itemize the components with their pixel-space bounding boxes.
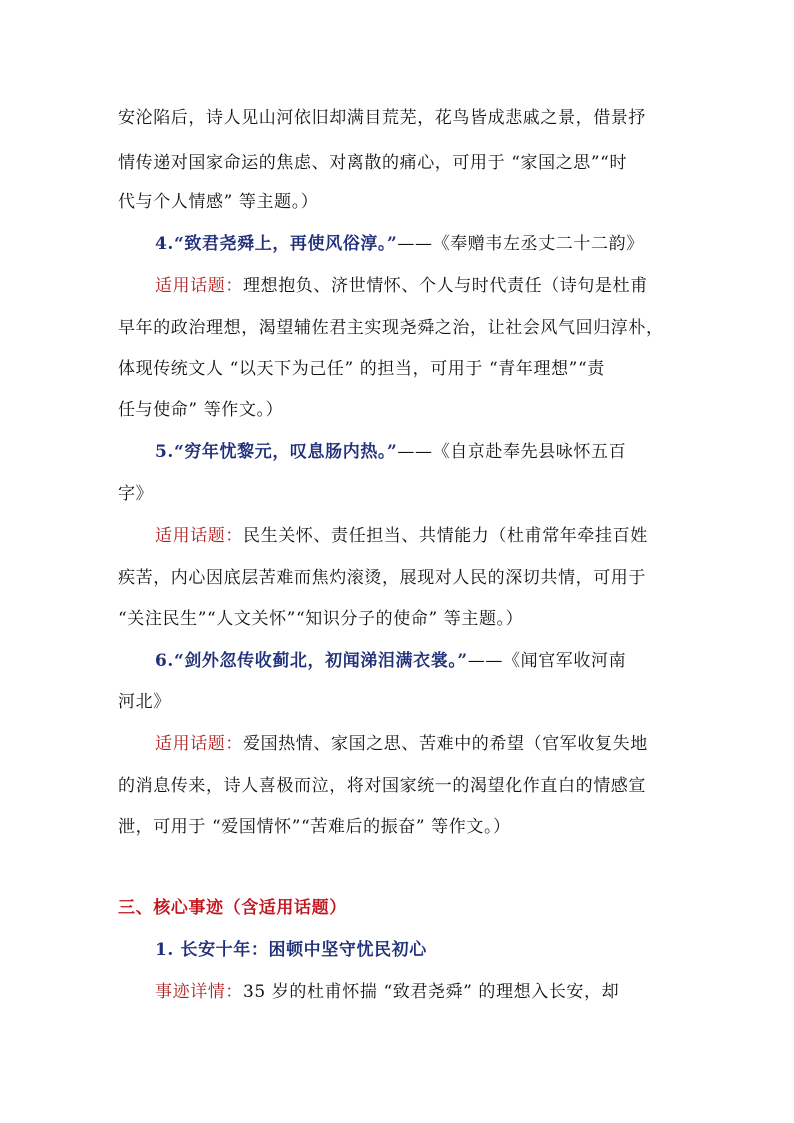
section-heading: 三、核心事迹（含适用话题） bbox=[118, 898, 347, 918]
topic-text: 爱国热情、家国之思、苦难中的希望（官军收复失地 bbox=[243, 734, 648, 754]
detail-text: 35 岁的杜甫怀揣 “致君尧舜” 的理想入长安，却 bbox=[243, 982, 620, 1002]
topic-line-cont: 泄，可用于 “爱国情怀”“苦难后的振奋” 等作文。） bbox=[118, 817, 511, 837]
quote-source: ——《自京赴奉先县咏怀五百 bbox=[397, 442, 627, 462]
quote-text: 4.“致君尧舜上，再使风俗淳。” bbox=[155, 234, 398, 254]
quote-item-4 bbox=[155, 234, 644, 254]
quote-source-cont: 字》 bbox=[118, 484, 154, 504]
topic-line-cont: 体现传统文人 “以天下为己任” 的担当，可用于 “青年理想”“责 bbox=[118, 359, 605, 379]
topic-label: 适用话题： bbox=[155, 734, 243, 754]
topic-label: 适用话题： bbox=[155, 526, 243, 546]
topic-line-cont: 早年的政治理想，渴望辅佐君主实现尧舜之治，让社会风气回归淳朴， bbox=[118, 318, 664, 338]
topic-line bbox=[155, 526, 648, 546]
topic-label: 适用话题： bbox=[155, 276, 243, 296]
topic-line-cont: 任与使命” 等作文。） bbox=[118, 400, 284, 420]
topic-line bbox=[155, 734, 648, 754]
topic-text: 民生关怀、责任担当、共情能力（杜甫常年牵挂百姓 bbox=[243, 526, 648, 546]
topic-line-cont: 疾苦，内心因底层苦难而焦灼滚烫，展现对人民的深切共情，可用于 bbox=[118, 568, 646, 588]
quote-source-cont: 河北》 bbox=[118, 692, 171, 712]
quote-text: 5.“穷年忧黎元，叹息肠内热。” bbox=[155, 442, 398, 462]
detail-label: 事迹详情： bbox=[155, 982, 243, 1002]
intro-line-3: 代与个人情感” 等主题。） bbox=[118, 192, 319, 212]
intro-line-2: 情传递对国家命运的焦虑、对离散的痛心，可用于 “家国之思”“时 bbox=[118, 153, 628, 173]
quote-item-5 bbox=[155, 442, 626, 462]
detail-line bbox=[155, 982, 619, 1002]
quote-text: 6.“剑外忽传收蓟北，初闻涕泪满衣裳。” bbox=[155, 651, 468, 671]
quote-source: ——《闻官军收河南 bbox=[467, 651, 627, 671]
quote-source: ——《奉赠韦左丞丈二十二韵》 bbox=[397, 234, 644, 254]
quote-item-6 bbox=[155, 651, 626, 671]
section-item-title: 1. 长安十年：困顿中坚守忧民初心 bbox=[155, 940, 427, 960]
topic-text: 理想抱负、济世情怀、个人与时代责任（诗句是杜甫 bbox=[243, 276, 648, 296]
topic-line-cont: “关注民生”“人文关怀”“知识分子的使命” 等主题。） bbox=[118, 609, 524, 629]
intro-line-1: 安沦陷后，诗人见山河依旧却满目荒芜，花鸟皆成悲戚之景，借景抒 bbox=[118, 108, 646, 128]
topic-line bbox=[155, 276, 648, 296]
topic-line-cont: 的消息传来，诗人喜极而泣，将对国家统一的渴望化作直白的情感宣 bbox=[118, 776, 646, 796]
